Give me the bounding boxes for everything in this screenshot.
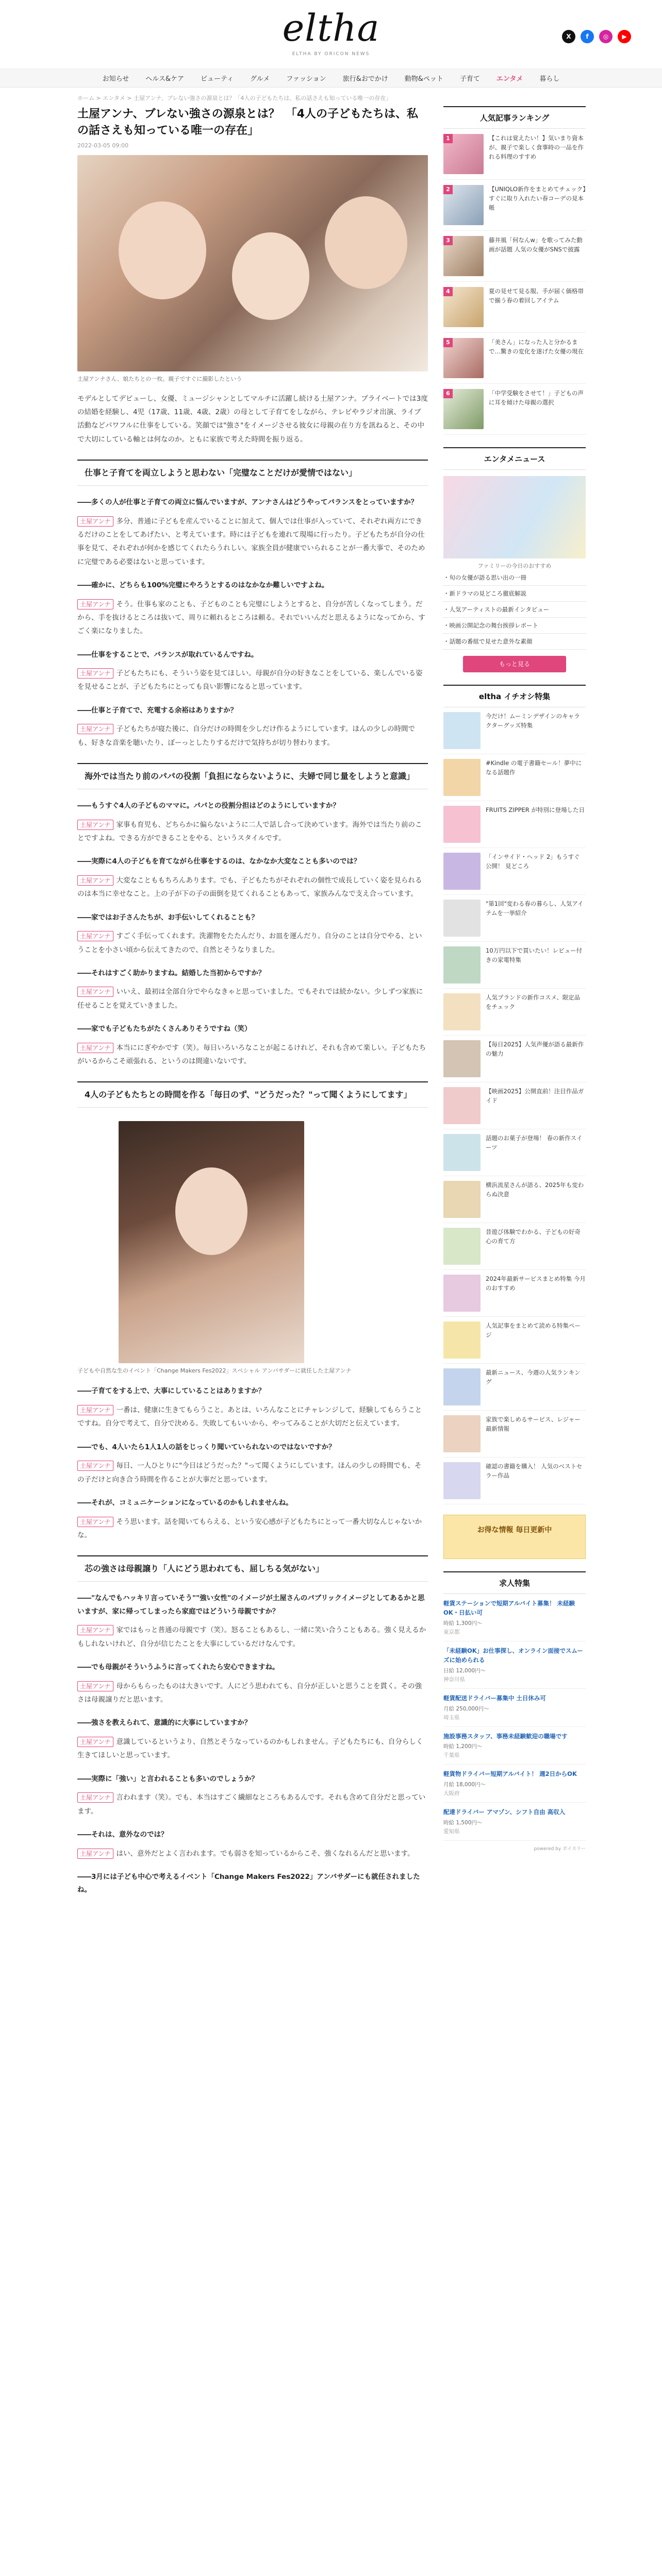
nav-item[interactable]: 動物&ペット [404,75,443,83]
nav-item[interactable]: 子育て [459,75,480,83]
interview-answer: 土屋アンナ はい、意外だとよく言われます。でも弱さを知っているからこそ、強くなれるんだと思います。 [77,1847,428,1860]
social-links [562,30,631,43]
job-location: 千葉県 [443,1752,460,1759]
article-photo-2 [119,1121,304,1363]
nav-item[interactable]: 暮らし [539,75,560,83]
featured-thumbnail [443,946,481,984]
featured-item[interactable] [443,989,586,1036]
featured-item[interactable] [443,801,586,848]
photo-face [175,1167,247,1255]
nav-item-entertainment[interactable]: エンタメ [496,75,523,83]
ranking-title: 「中学受験をさせて！」子どもの声に耳を傾けた母親の選択 [489,389,584,406]
interview-question: ――確かに、どちらも100%完璧にやろうとするのはなかなか難しいですよね。 [77,581,329,589]
interview-answer: 土屋アンナ 子どもたちにも、そういう姿を見てほしい。母親が自分の好きなことをしている、楽しんでいる姿を見せることが、子どもたちにとっても良い影響になると思っています。 [77,669,423,691]
entertainment-link[interactable]: ・映画公開記念の舞台挨拶レポート [443,618,586,634]
ranking-item[interactable] [443,333,586,384]
interview-question: ――仕事と子育てで、充電する余裕はありますか？ [77,706,238,715]
article-intro: モデルとしてデビューし、女優、ミュージシャンとしてマルチに活躍し続ける土屋アンナ。プライベートでは3度の結婚を経験し、4児（17歳、11歳、4歳、2歳）の母として子育てをしながら、テレビやラジオ出演、ライブ活動などパワフルに仕事をしている。笑顔では"強さ"をイメージさせる彼女に母親の在り方を訊ねると、その中で大切にしている軸とは何なのか。ともに家族で考えた時間を振り返る。 [77,394,428,444]
ranking-title: 夏の見せて見る服、手が届く価格帯で揃う春の着回しアイテム [489,287,584,304]
photo-caption: 子どもや自然な生のイベント「Change Makers Fes2022」スペシャル アンバサダーに就任した土屋アンナ [77,1367,352,1375]
job-salary: 時給 1,200円〜 [443,1743,483,1750]
featured-title: 2024年最新サービスまとめ特集 今月のおすすめ [486,1275,586,1292]
interview-answer: 土屋アンナ そう。仕事も家のことも、子どものことも完璧にしようとすると、自分が苦しくなってしまう。だから、手を抜けるところは抜いて、周りに頼れるところは頼る。それでいいんだと思えるようになってから、すごく楽になりました。 [77,600,425,636]
interview-answer: 土屋アンナ 本当ににぎやかです（笑）。毎日いろいろなことが起こるけれど、それも含めて楽しい。子どもたちがいるからこそ頑張れる、というのは間違いないです。 [77,1043,426,1066]
interview-question: ――実際に「強い」と言われることも多いのでしょうか？ [77,1774,258,1783]
interview-answer: 土屋アンナ 母からもらったものは大きいです。人にどう思われても、自分が正しいと思うことを貫く。その強さは母親譲りだと思います。 [77,1682,422,1704]
entertainment-link[interactable]: ・話題の番組で見せた意外な素顔 [443,634,586,650]
section-heading: 仕事と子育てを両立しようと思わない「完璧なことだけが愛情ではない」 [77,460,428,486]
rank-number: 6 [443,389,453,398]
rank-number: 3 [443,236,453,245]
ranking-title: 「美さん」になった人と分かるまで…驚きの変化を遂げた女優の現在 [489,338,584,355]
featured-item[interactable] [443,707,586,754]
job-salary: 時給 1,300円〜 [443,1620,483,1627]
interview-answer: 土屋アンナ すごく手伝ってくれます。洗濯物をたたんだり、お皿を運んだり。自分のことは自分でやる、ということを小さい頃から伝えてきたので、自然とそうなりました。 [77,932,422,954]
interview-question: ――でも、4人いたら1人1人の話をじっくり聞いていられないのではないですか？ [77,1443,336,1451]
job-item[interactable] [443,1689,586,1727]
ranking-item[interactable] [443,180,586,231]
job-title: 「未経験OK」お仕事探し、オンライン面接でスムーズに始められる [443,1647,583,1664]
interview-question: ――それはすごく助かりますね。結婚した当初からですか？ [77,969,266,977]
nav-item[interactable]: ヘルス&ケア [145,75,184,83]
featured-item[interactable] [443,1176,586,1223]
featured-thumbnail [443,1181,481,1218]
interview-answer: 土屋アンナ 家ではもっと普通の母親です（笑）。怒ることもあるし、一緒に笑い合うこともある。強く見えるかもしれないけれど、自分が信じたことを大事にしているだけなんです。 [77,1626,426,1648]
featured-title: 横浜流星さんが語る、2025年も変わらぬ決意 [486,1181,584,1198]
interview-question: ――でも母親がそういうふうに言ってくれたら安心できますね。 [77,1663,279,1672]
sidebar [443,106,586,2576]
article-date: 2022-03-05 09:00 [77,142,129,149]
job-item[interactable] [443,1641,586,1689]
job-item[interactable] [443,1765,586,1803]
job-location: 神奈川県 [443,1676,465,1683]
nav-item[interactable]: ファッション [286,75,326,83]
featured-item[interactable] [443,1411,586,1458]
ranking-title: 藤井風「何なんw」を歌ってみた動画が話題 人気の女優がSNSで披露 [489,236,583,253]
entertainment-caption: ファミリーの今日のおすすめ [477,563,552,569]
job-title: 軽貨配送ドライバー募集中 土日休み可 [443,1694,546,1702]
section-heading: 芯の強さは母親譲り「人にどう思われても、屈しちる気がない」 [77,1555,428,1582]
rank-number: 4 [443,287,453,296]
rank-number: 2 [443,185,453,194]
ranking-item[interactable] [443,231,586,282]
rank-number: 5 [443,338,453,347]
featured-title: 話題のお菓子が登場！ 春の新作スイーツ [486,1134,583,1151]
featured-title: 確認の書籍を購入！ 人気のベストセラー作品 [486,1463,583,1480]
featured-thumbnail [443,1368,481,1405]
job-title: 配達ドライバー アマゾン、シフト自由 高収入 [443,1808,566,1816]
featured-thumbnail [443,1321,481,1359]
photo-face [325,196,407,289]
interview-answer: 土屋アンナ いいえ、最初は全部自分でやらなきゃと思っていました。でもそれでは続かない。少しずつ家族に任せることを覚えていきました。 [77,988,423,1010]
interview-answer: 土屋アンナ 言われます（笑）。でも、本当はすごく繊細なところもあるんです。それも含めて自分だと思っています。 [77,1793,426,1816]
featured-thumbnail [443,1040,481,1077]
featured-thumbnail [443,759,481,796]
job-location: 東京都 [443,1629,460,1636]
section-heading: 4人の子どもたちとの時間を作る「毎日のず、"どうだった？"って聞くようにしてます」 [77,1081,428,1108]
ranking-item[interactable] [443,282,586,333]
job-salary: 月給 18,000円〜 [443,1782,486,1788]
x-icon[interactable]: X [562,30,575,43]
job-title: 軽貨ステーションで短期アルバイト募集！ 未経験OK・日払い可 [443,1600,575,1617]
site-tagline: ELTHA BY ORICON NEWS [292,52,370,57]
featured-item[interactable] [443,1223,586,1270]
featured-title: 「インサイド・ヘッド 2」もうすぐ公開！ 見どころ [486,853,580,870]
featured-thumbnail [443,1087,481,1124]
ranking-title: 【UNIQLO新作をまとめてチェック】すぐに取り入れたい春コーデの見本帳 [489,185,586,211]
jobs-heading: 求人特集 [443,1571,586,1594]
article-main-photo [77,155,428,371]
featured-title: 昔遊び体験でわかる、子どもの好奇心の育て方 [486,1228,581,1245]
entertainment-image[interactable] [443,476,586,558]
featured-thumbnail [443,1275,481,1312]
featured-item[interactable] [443,754,586,801]
interview-question: ――3月には子ども中心で考えるイベント「Change Makers Fes2022」アンバサダーにも就任されましたね。 [77,1872,420,1894]
interview-answer: 土屋アンナ 家事も育児も、どちらかに偏らないように二人で話し合って決めています。海外では当たり前のことですよね。できる方ができることをやる、というスタイルです。 [77,820,422,842]
job-location: 埼玉県 [443,1714,460,1721]
featured-thumbnail [443,993,481,1030]
featured-title: 人気ブランドの新作コスメ、限定品をチェック [486,994,581,1011]
interview-question: ――強さを教えられて、意識的に大事にしていますか？ [77,1719,252,1727]
job-location: 大阪府 [443,1790,460,1797]
interview-answer: 土屋アンナ そう思います。話を聞いてもらえる、という安心感が子どもたちにとって一番大切なんじゃないかな。 [77,1517,422,1539]
facebook-icon[interactable]: f [581,30,594,43]
job-salary: 日給 12,000円〜 [443,1667,486,1674]
interview-question: ――仕事をすることで、バランスが取れているんですね。 [77,650,258,659]
interview-answer: 土屋アンナ 子どもたちが寝た後に、自分だけの時間を少しだけ作るようにしています。ほんの少しの時間でも、好きな音楽を聴いたり、ぼーっとしたりするだけで気持ちが切り替わります。 [77,725,415,747]
featured-item[interactable] [443,1082,586,1129]
featured-thumbnail [443,806,481,843]
featured-item[interactable] [443,1270,586,1317]
featured-title: "第1回"変わる春の暮らし、人気アイテムを一挙紹介 [486,900,584,917]
featured-heading: eltha イチオシ特集 [443,685,586,707]
featured-thumbnail [443,1415,481,1452]
featured-item[interactable] [443,895,586,942]
job-item[interactable] [443,1803,586,1841]
site-logo[interactable]: eltha [282,6,380,49]
entertainment-link[interactable]: ・人気アーティストの最新インタビュー [443,602,586,618]
interview-question: ――家ではお子さんたちが、お手伝いしてくれることも？ [77,913,258,922]
ranking-heading: 人気記事ランキング [443,106,586,129]
featured-thumbnail [443,853,481,890]
job-location: 愛知県 [443,1828,460,1835]
featured-thumbnail [443,712,481,749]
article-title: 土屋アンナ、ブレない強さの源泉とは？ 「4人の子どもたちは、私の話さえも知っている唯一の存在」 [77,108,419,137]
featured-item[interactable] [443,1129,586,1176]
interview-question: ――実際に4人の子どもを育てながら仕事をするのは、なかなか大変なことも多いのでは？ [77,857,361,866]
ranking-list [443,129,586,435]
photo-face [232,232,309,320]
interview-question: ――"なんでもハッキリ言っていそう""強い女性"のイメージが土屋さんのパブリックイメージとしてあるかと思いますが、家に帰ってしまったら家庭ではどういう母親ですか？ [77,1594,425,1616]
interview-question: ――家でも子どもたちがたくさんありそうですね（笑） [77,1025,252,1033]
breadcrumb[interactable]: ホーム > エンタメ > 土屋アンナ、ブレない強さの源泉とは？「4人の子どもたちは、私の話さえも知っている唯一の存在」 [77,95,392,101]
nav-item[interactable]: お知らせ [102,75,129,83]
ranking-item[interactable] [443,384,586,435]
nav-item[interactable]: ビューティ [201,75,234,83]
job-title: 軽貨物ドライバー短期アルバイト！ 週2日からOK [443,1770,577,1778]
featured-item[interactable] [443,942,586,989]
interview-answer: 土屋アンナ 毎日、一人ひとりに"今日はどうだった？"って聞くようにしています。ほんの少しの時間でも、その子だけと向き合う時間を作ることが大事だと思っています。 [77,1462,422,1484]
featured-thumbnail [443,1228,481,1265]
photo-face [119,201,206,299]
interview-answer: 土屋アンナ 意識しているというより、自然とそうなっているのかもしれません。子どもたちにも、自分らしく生きてほしいと思っています。 [77,1737,423,1760]
rank-number: 1 [443,134,453,143]
interview-answer: 土屋アンナ 一番は、健康に生きてもらうこと。あとは、いろんなことにチャレンジして、経験してもらうことですね。自分で考えて、自分で決める。失敗してもいいから、やってみることが大切だと伝えています。 [77,1406,422,1428]
powered-by: powered by ボイスリー [534,1846,586,1852]
interview-question: ――それは、意外なのでは？ [77,1830,168,1839]
featured-title: 【映画2025】公開直前！注目作品ガイド [486,1088,584,1105]
featured-title: 最新ニュース、今週の人気ランキング [486,1369,581,1386]
featured-thumbnail [443,900,481,937]
interview-question: ――子育てをする上で、大事にしていることはありますか？ [77,1387,266,1396]
featured-item[interactable] [443,1458,586,1504]
instagram-icon[interactable]: ◎ [599,30,613,43]
nav-item[interactable]: 旅行&おでかけ [342,75,388,83]
youtube-icon[interactable]: ▶ [618,30,631,43]
interview-question: ――それが、コミュニケーションになっているのかもしれませんね。 [77,1498,293,1507]
article [77,106,428,2576]
featured-item[interactable] [443,848,586,895]
nav-item[interactable]: グルメ [250,75,270,83]
featured-title: 今だけ！ムーミンデザインのキャラクターグッズ特集 [486,713,580,730]
job-salary: 時給 1,500円〜 [443,1819,483,1826]
featured-item[interactable] [443,1036,586,1082]
photo-caption: 土屋アンナさん、娘たちとの一枚。親子ですぐに撮影したという [77,375,242,382]
featured-thumbnail [443,1462,481,1499]
interview-answer: 土屋アンナ 多分、普通に子どもを産んでいることに加えて、個人では仕事が入っていて、それぞれ両方にできるだけのことをしてあげたい、と考えています。時には子どもを連れて現場に行ったり。子どもたちが自分の仕事を見て、それぞれが何かを感じてくれたらうれしい。家族全員が健康でいられることが一番大事で、そのために完璧である必要はないと思っています。 [77,517,425,566]
site-header [0,0,662,69]
interview-question: ――もうすぐ4人の子どものママに。パパとの役割分担はどのようにしていますか？ [77,802,340,810]
ranking-title: 【これは覚えたい！】気いまり資本が、親子で楽しく食事時の一品を作れる料理のすすめ [489,134,584,160]
more-button[interactable]: もっと見る [463,656,566,672]
entertainment-heading: エンタメニュース [443,447,586,470]
featured-thumbnail [443,1134,481,1171]
featured-title: 【毎日2025】人気声優が語る最新作の魅力 [486,1041,584,1058]
article-photo-2-wrap [77,1121,428,1375]
job-item[interactable] [443,1594,586,1641]
featured-title: FRUITS ZIPPER が特別に登場した日 [486,806,585,814]
interview-answer: 土屋アンナ 大変なことももちろんあります。でも、子どもたちがそれぞれの個性で成長していく姿を見られるのは本当に幸せなこと。上の子が下の子の面倒を見てくれることもあって、家族みんなで支え合っています。 [77,876,422,899]
job-item[interactable] [443,1727,586,1765]
featured-title: 10万円以下で買いたい！レビュー付きの家電特集 [486,947,583,964]
global-nav [0,69,662,88]
interview-question: ――多くの人が仕事と子育ての両立に悩んでいますが、アンナさんはどうやってバランスをとっていますか？ [77,498,418,507]
featured-title: 家族で楽しめるサービス、レジャー最新情報 [486,1416,581,1433]
job-salary: 月給 250,000円〜 [443,1705,489,1712]
featured-item[interactable] [443,1364,586,1411]
featured-title: #Kindle の電子書籍セール！夢中になる話題作 [486,759,582,776]
featured-item[interactable] [443,1317,586,1364]
promo-banner[interactable]: お得な情報 毎日更新中 [443,1515,586,1559]
job-title: 施設事務スタッフ、事務未経験歓迎の職場です [443,1732,568,1740]
entertainment-link[interactable]: ・旬の女優が語る思い出の一冊 [443,570,586,586]
entertainment-link[interactable]: ・新ドラマの見どころ徹底解説 [443,586,586,602]
ranking-item[interactable] [443,129,586,180]
featured-title: 人気記事をまとめて読める特集ページ [486,1322,581,1339]
section-heading: 海外では当たり前のパパの役割「負担にならないように、夫婦で同じ量をしようと意識」 [77,763,428,789]
